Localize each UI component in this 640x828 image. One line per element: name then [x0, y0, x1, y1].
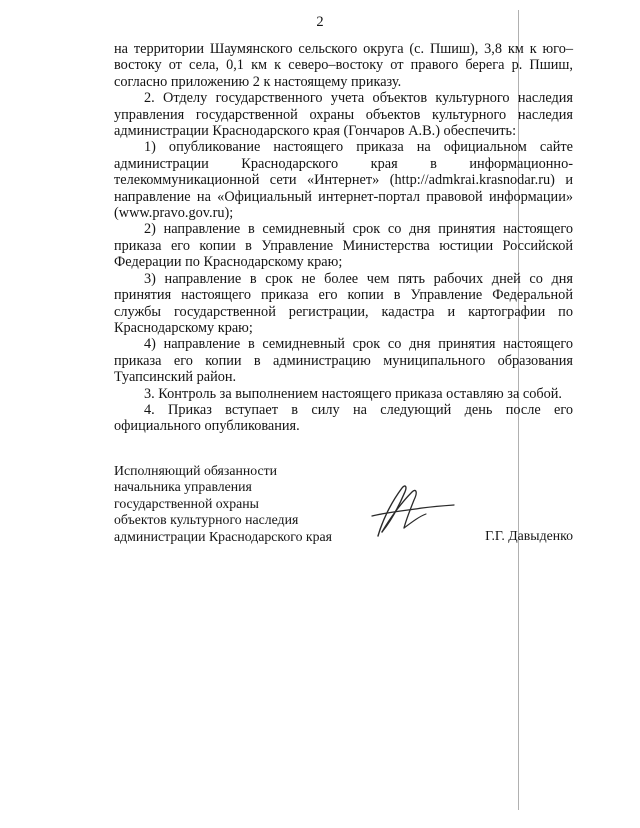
paragraph-subitem-1: 1) опубликование настоящего приказа на официальном сайте администрации Краснодарского края в информационно-телекоммуникационной сети «Интернет» (http://admkrai.krasnodar.ru) и направление на «Официальный интернет-портал правовой информации» (www.pravo.gov.ru);	[114, 139, 573, 222]
signer-position-line: объектов культурного наследия	[114, 512, 299, 528]
signer-name: Г.Г. Давыденко	[485, 528, 573, 543]
signer-position-line: администрации Краснодарского края	[114, 528, 333, 544]
paragraph-subitem-4: 4) направление в семидневный срок со дня принятия настоящего приказа его копии в администрацию муниципального образования Туапсинский район.	[114, 336, 573, 386]
handwritten-signature	[360, 478, 460, 548]
paragraph-item-3: 3. Контроль за выполнением настоящего приказа оставляю за собой.	[144, 385, 563, 402]
paragraph-subitem-3: 3) направление в срок не более чем пять рабочих дней со дня принятия настоящего приказа его копии в Управление Федеральной службы государственной регистрации, кадастра и картографии по Краснодарскому краю;	[114, 270, 573, 336]
paragraph-item-4: 4. Приказ вступает в силу на следующий день после его официального опубликования.	[114, 401, 573, 435]
document-body	[114, 41, 573, 435]
paragraph-continuation: на территории Шаумянского сельского округа (с. Пшиш), 3,8 км к юго–востоку от села, 0,1 км к северо–востоку от правого берега р. Пшиш, согласно приложению 2 к настоящему приказу.	[114, 41, 573, 90]
page-number: 2	[316, 14, 324, 30]
signer-position	[114, 463, 354, 545]
signer-position-line: Исполняющий обязанности	[114, 463, 277, 478]
paragraph-item-2: 2. Отделу государственного учета объектов культурного наследия управления государственной охраны объектов культурного наследия администрации Краснодарского края (Гончаров А.В.) обеспечить:	[114, 90, 573, 140]
signer-position-line: государственной охраны	[114, 495, 259, 511]
signer-position-line: начальника управления	[114, 479, 252, 495]
paragraph-subitem-2: 2) направление в семидневный срок со дня принятия настоящего приказа его копии в Управление Министерства юстиции Российской Федерации по Краснодарскому краю;	[114, 221, 573, 271]
